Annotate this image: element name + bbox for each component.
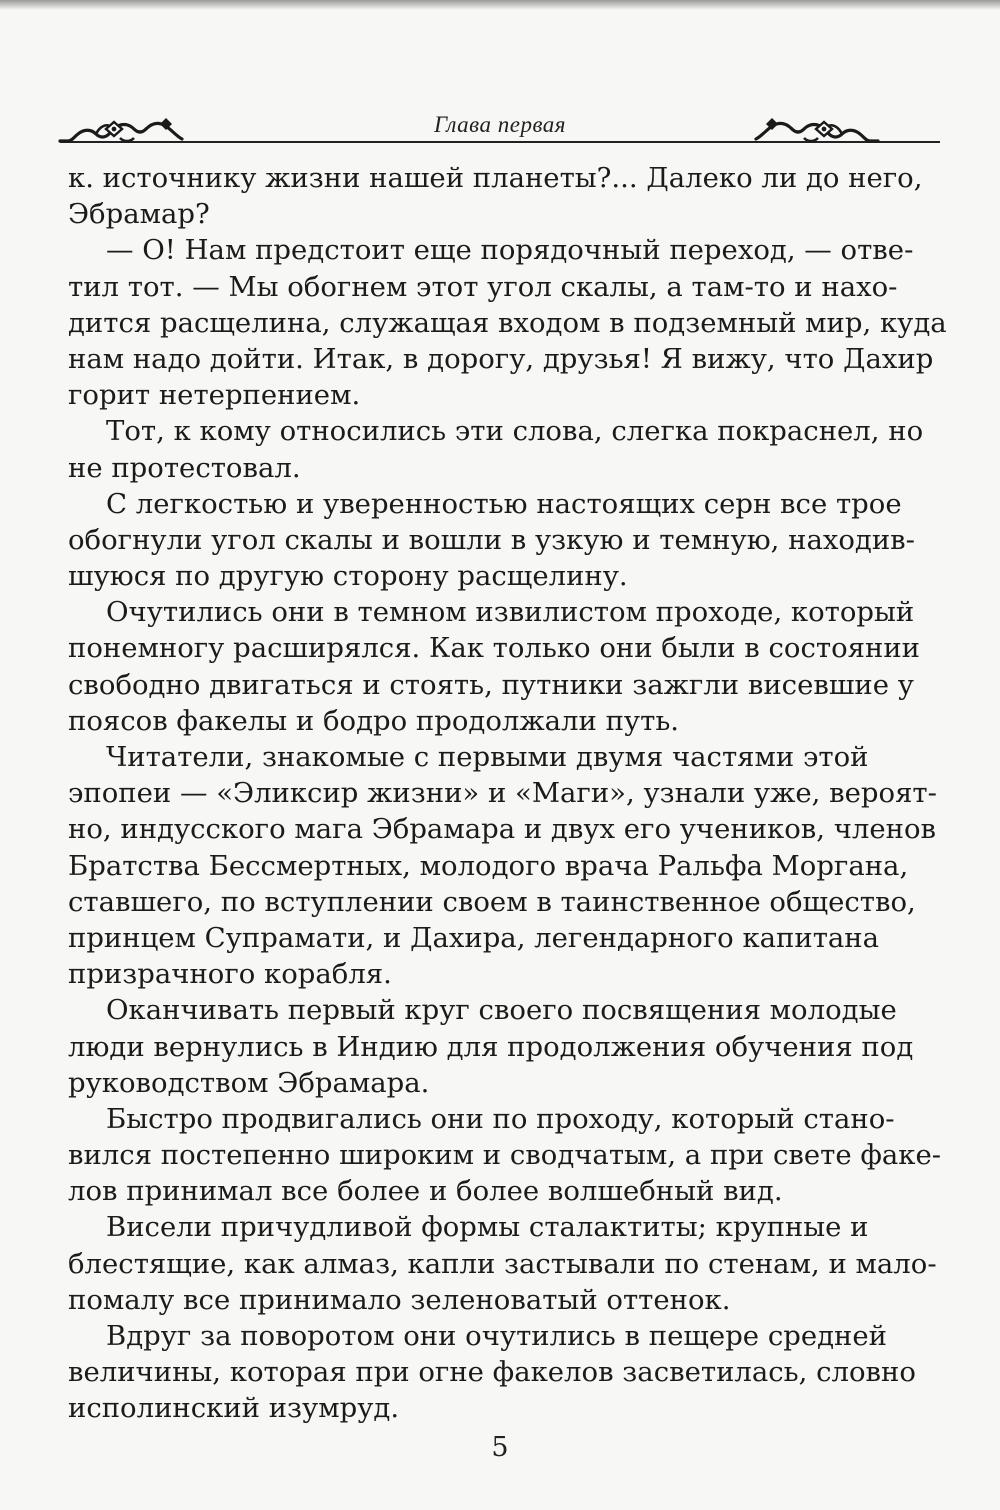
text-line: помалу все принимало зеленоватый оттенок.	[68, 1283, 731, 1316]
text-line: поясов факелы и бодро продолжали путь.	[68, 704, 680, 737]
text-line: эпопеи — «Эликсир жизни» и «Маги», узнали уже, вероят-	[68, 777, 937, 810]
text-line: свободно двигаться и стоять, путники зажгли висевшие у	[68, 668, 914, 701]
scroll-ornament-icon	[740, 108, 880, 152]
text-line: ставшего, по вступлении своем в таинственное общество,	[68, 885, 916, 918]
page-header	[0, 108, 1000, 154]
body-text	[68, 160, 947, 1427]
text-line: С легкостью и уверенностью настоящих серн все трое	[106, 487, 902, 520]
text-line: величины, которая при огне факелов засветилась, словно	[68, 1356, 916, 1389]
text-line: Эбрамар?	[68, 198, 210, 231]
text-line: нам надо дойти. Итак, в дорогу, друзья! Я вижу, что Дахир	[68, 342, 934, 375]
text-line: горит нетерпением.	[68, 379, 361, 412]
text-line: шуюся по другую сторону расщелину.	[68, 560, 628, 593]
scan-edge-shadow	[0, 0, 1000, 10]
text-line: Оканчивать первый круг своего посвящения молодые	[106, 994, 897, 1027]
text-line: обогнули угол скалы и вошли в узкую и темную, находив-	[68, 523, 915, 556]
text-line: Быстро продвигались они по проходу, который стано-	[106, 1102, 895, 1135]
text-line: дится расщелина, служащая входом в подземный мир, куда	[68, 306, 947, 339]
text-line: Висели причудливой формы сталактиты; крупные и	[106, 1211, 869, 1244]
text-line: понемногу расширялся. Как только они были в состоянии	[68, 632, 920, 665]
text-line: Братства Бессмертных, молодого врача Ральфа Моргана,	[68, 849, 909, 882]
text-line: Читатели, знакомые с первыми двумя частями этой	[106, 741, 869, 773]
text-line: блестящие, как алмаз, капли застывали по стенам, и мало-	[68, 1247, 937, 1280]
text-line: люди вернулись в Индию для продолжения обучения под	[68, 1030, 914, 1063]
text-line: — О! Нам предстоит еще порядочный переход, — отве-	[106, 234, 914, 267]
text-line: тил тот. — Мы обогнем этот угол скалы, а там-то и нахо-	[68, 270, 898, 303]
text-line: исполинский изумруд.	[68, 1392, 400, 1425]
text-line: вился постепенно широким и сводчатым, а при свете факе-	[68, 1139, 942, 1172]
text-line: Вдруг за поворотом они очутились в пещере средней	[106, 1320, 887, 1352]
text-line: лов принимал все более и более волшебный вид.	[68, 1175, 783, 1208]
text-line: Очутились они в темном извилистом проходе, который	[106, 596, 915, 629]
text-line: Тот, к кому относились эти слова, слегка покраснел, но	[106, 415, 924, 448]
text-line: призрачного корабля.	[68, 958, 392, 991]
text-line: не протестовал.	[68, 451, 301, 484]
running-head: Глава первая	[434, 112, 566, 137]
page-number: 5	[491, 1432, 509, 1463]
text-line: принцем Супрамати, и Дахира, легендарного капитана	[68, 921, 880, 954]
text-line: к. источнику жизни нашей планеты?... Далеко ли до него,	[68, 162, 923, 194]
text-line: но, индусского мага Эбрамара и двух его учеников, членов	[68, 813, 937, 846]
text-line: руководством Эбрамара.	[68, 1066, 430, 1099]
